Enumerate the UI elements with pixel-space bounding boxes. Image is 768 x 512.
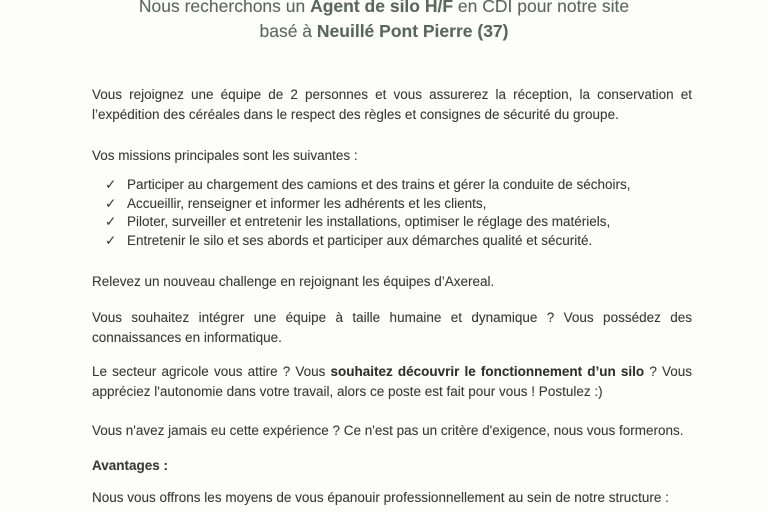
title-text-pre: Nous recherchons un [138, 0, 311, 16]
mission-item-text: Accueillir, renseigner et informer les adhérents et les clients, [127, 195, 487, 211]
mission-item-text: Entretenir le silo et ses abords et participer aux démarches qualité et sécurité. [127, 232, 593, 248]
team-paragraph: Vous souhaitez intégrer une équipe à taille humaine et dynamique ? Vous possédez des connaissances en informatique. [92, 310, 692, 345]
job-title [0, 0, 768, 44]
closing-paragraph: Nous vous offrons les moyens de vous épanouir professionnellement au sein de notre structure : [92, 490, 669, 505]
mission-item [92, 232, 692, 251]
mission-item-text: Piloter, surveiller et entretenir les installations, optimiser le réglage des matériels, [127, 214, 611, 229]
sector-text-pre: Le secteur agricole vous attire ? Vous [92, 364, 331, 379]
sector-text-post: ? Vous appréciez l'autonomie dans votre travail, alors ce poste est fait pour vous ! Postulez :) [92, 364, 692, 399]
check-icon: ✓ [105, 214, 117, 229]
mission-item [92, 176, 692, 195]
sector-paragraph [92, 362, 692, 402]
advantages-heading: Avantages : [92, 458, 169, 473]
check-icon: ✓ [105, 195, 117, 211]
challenge-paragraph: Relevez un nouveau challenge en rejoignant les équipes d’Axereal. [92, 274, 495, 289]
check-icon: ✓ [105, 177, 117, 192]
sector-text-bold: souhaitez découvrir le fonctionnement d’un silo [330, 364, 645, 379]
mission-item-text: Participer au chargement des camions et des trains et gérer la conduite de séchoirs, [127, 177, 631, 192]
check-icon: ✓ [105, 232, 117, 248]
title-position-name: Agent de silo H/F [310, 0, 454, 16]
job-title-line2 [0, 19, 768, 44]
mission-item [92, 213, 692, 232]
missions-list [92, 176, 692, 250]
title-text-post: en CDI pour notre site [453, 0, 630, 16]
experience-paragraph: Vous n'avez jamais eu cette expérience ? Ce n'est pas un critère d'exigence, nous vous formerons. [92, 423, 684, 438]
missions-heading: Vos missions principales sont les suivantes : [92, 148, 358, 163]
title-location: Neuillé Pont Pierre (37) [316, 21, 509, 41]
title-location-pre: basé à [259, 21, 317, 41]
intro-paragraph: Vous rejoignez une équipe de 2 personnes et vous assurerez la réception, la conservation et l’expédition des céréales dans le respect des règles et consignes de sécurité du groupe. [92, 87, 692, 122]
job-title-line1 [0, 0, 768, 19]
document-body [0, 85, 768, 508]
mission-item [92, 195, 692, 214]
